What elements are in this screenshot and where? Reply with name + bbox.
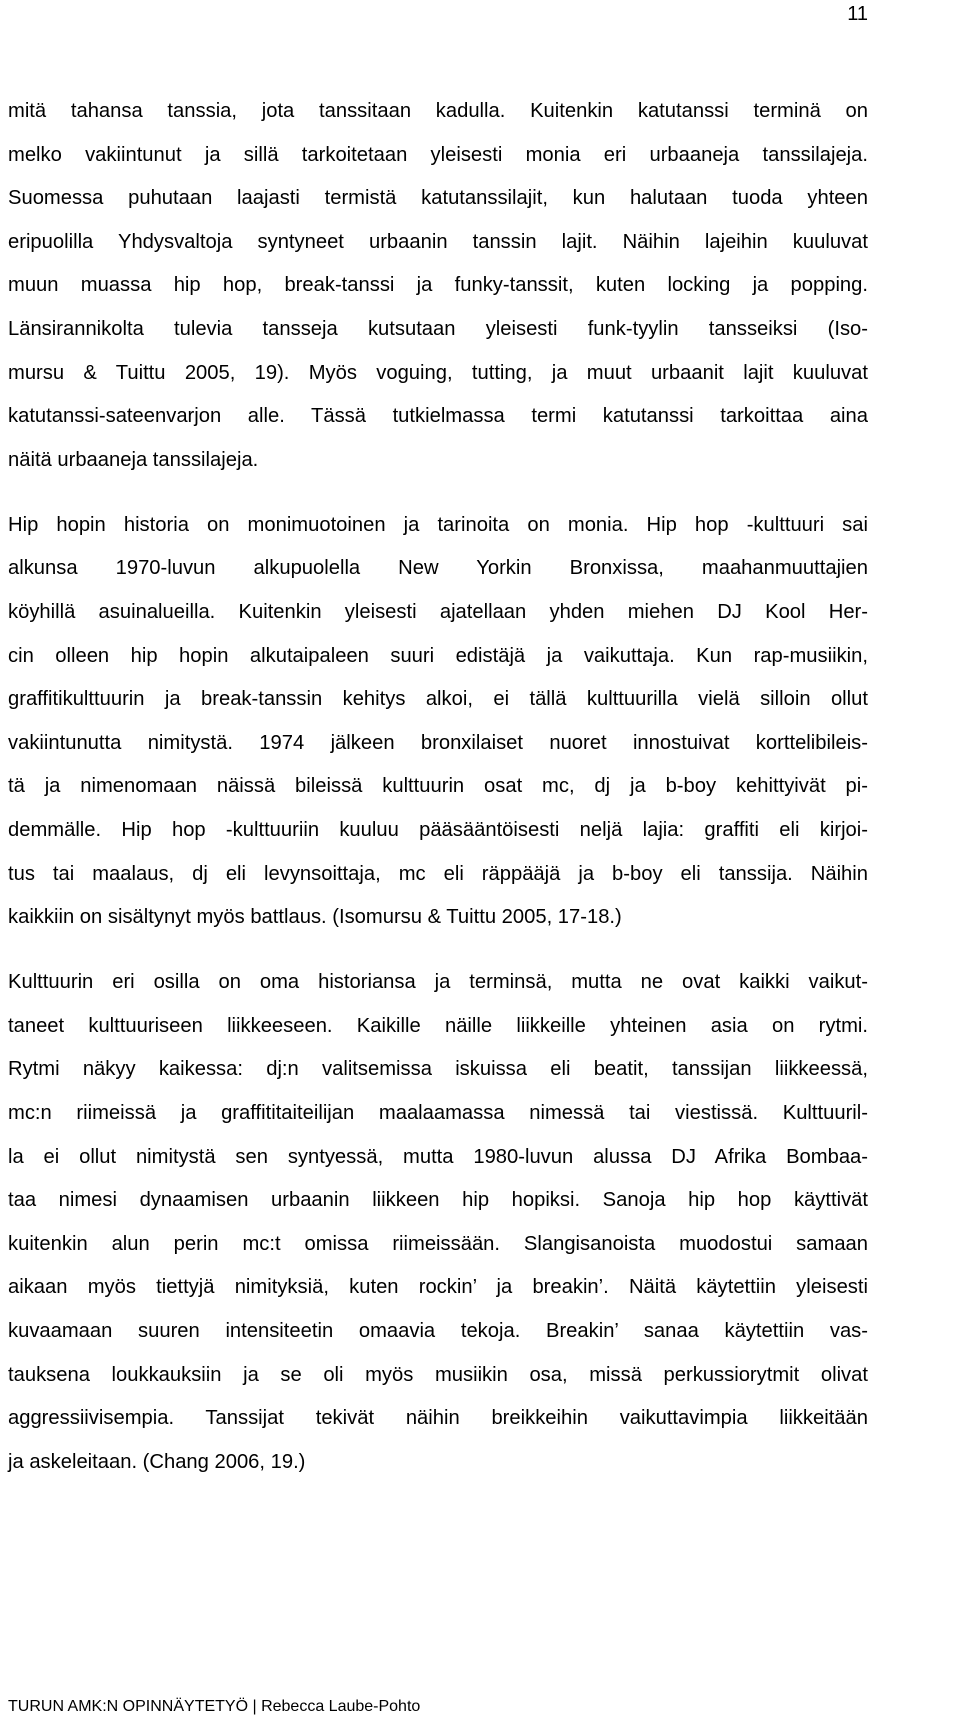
text-line: tus tai maalaus, dj eli levynsoittaja, mc eli räppääjä ja b-boy eli tanssija. Näihin: [8, 862, 868, 885]
text-line: köyhillä asuinalueilla. Kuitenkin yleisesti ajatellaan yhden miehen DJ Kool Her-: [8, 601, 868, 624]
text-line: eripuolilla Yhdysvaltoja syntyneet urbaanin tanssin lajit. Näihin lajeihin kuuluvat: [8, 230, 868, 253]
text-line: näitä urbaaneja tanssilajeja.: [8, 448, 259, 471]
text-line: taneet kulttuuriseen liikkeeseen. Kaikille näille liikkeille yhteinen asia on rytmi.: [8, 1014, 868, 1037]
text-line: cin olleen hip hopin alkutaipaleen suuri edistäjä ja vaikuttaja. Kun rap-musiikin,: [8, 644, 868, 667]
text-line: vakiintunutta nimitystä. 1974 jälkeen bronxilaiset nuoret innostuivat korttelibileis-: [8, 731, 868, 754]
text-line: demmälle. Hip hop -kulttuuriin kuuluu pääsääntöisesti neljä lajia: graffiti eli kirjoi-: [8, 819, 868, 841]
text-line: katutanssi-sateenvarjon alle. Tässä tutkielmassa termi katutanssi tarkoittaa aina: [8, 405, 868, 428]
text-line: Suomessa puhutaan laajasti termistä katutanssilajit, kun halutaan tuoda yhteen: [8, 187, 868, 210]
text-line: kaikkiin on sisältynyt myös battlaus. (Isomursu & Tuittu 2005, 17-18.): [8, 906, 622, 929]
text-line: Länsirannikolta tulevia tansseja kutsutaan yleisesti funk-tyylin tansseiksi (Iso-: [8, 317, 868, 340]
text-line: Rytmi näkyy kaikessa: dj:n valitsemissa iskuissa eli beatit, tanssijan liikkeessä,: [8, 1058, 868, 1081]
page-footer: TURUN AMK:N OPINNÄYTETYÖ | Rebecca Laube-Pohto: [8, 1698, 421, 1715]
page-number: 11: [847, 3, 868, 25]
text-line: aggressiivisempia. Tanssijat tekivät näihin breikkeihin vaikuttavimpia liikkeitään: [8, 1407, 868, 1430]
text-line: Kulttuurin eri osilla on oma historiansa ja terminsä, mutta ne ovat kaikki vaikut-: [8, 971, 868, 994]
text-line: Hip hopin historia on monimuotoinen ja tarinoita on monia. Hip hop -kulttuuri sai: [8, 513, 868, 536]
text-line: kuitenkin alun perin mc:t omissa riimeissään. Slangisanoista muodostui samaan: [8, 1232, 868, 1255]
paragraph-street-dance-definition: [8, 90, 868, 482]
text-line: graffitikulttuurin ja break-tanssin kehitys alkoi, ei tällä kulttuurilla vielä silloin ollut: [8, 688, 868, 711]
body-text: [8, 90, 868, 1484]
text-line: taa nimesi dynaamisen urbaanin liikkeen hip hopiksi. Sanoja hip hop käyttivät: [8, 1189, 868, 1212]
text-line: ja askeleitaan. (Chang 2006, 19.): [8, 1450, 306, 1473]
text-line: mitä tahansa tanssia, jota tanssitaan kadulla. Kuitenkin katutanssi terminä on: [8, 100, 868, 122]
text-line: aikaan myös tiettyjä nimityksiä, kuten rockin’ ja breakin’. Näitä käytettiin yleisesti: [8, 1276, 868, 1299]
text-line: alkunsa 1970-luvun alkupuolella New Yorkin Bronxissa, maahanmuuttajien: [8, 557, 868, 580]
text-line: tauksena loukkauksiin ja se oli myös musiikin osa, missä perkussiorytmit olivat: [8, 1363, 868, 1386]
text-line: kuvaamaan suuren intensiteetin omaavia tekoja. Breakin’ sanaa käytettiin vas-: [8, 1320, 868, 1343]
text-line: mc:n riimeissä ja graffititaiteilijan maalaamassa nimessä tai viestissä. Kulttuuril-: [8, 1102, 868, 1125]
text-line: melko vakiintunut ja sillä tarkoitetaan yleisesti monia eri urbaaneja tanssilajeja.: [8, 143, 868, 166]
text-line: tä ja nimenomaan näissä bileissä kulttuurin osat mc, dj ja b-boy kehittyivät pi-: [8, 775, 868, 798]
paragraph-culture-rhythm: [8, 961, 868, 1484]
text-line: la ei ollut nimitystä sen syntyessä, mutta 1980-luvun alussa DJ Afrika Bombaa-: [8, 1145, 868, 1168]
text-line: muun muassa hip hop, break-tanssi ja funky-tanssit, kuten locking ja popping.: [8, 274, 868, 297]
paragraph-hip-hop-history: [8, 504, 868, 940]
text-line: mursu & Tuittu 2005, 19). Myös voguing, tutting, ja muut urbaanit lajit kuuluvat: [8, 361, 868, 384]
